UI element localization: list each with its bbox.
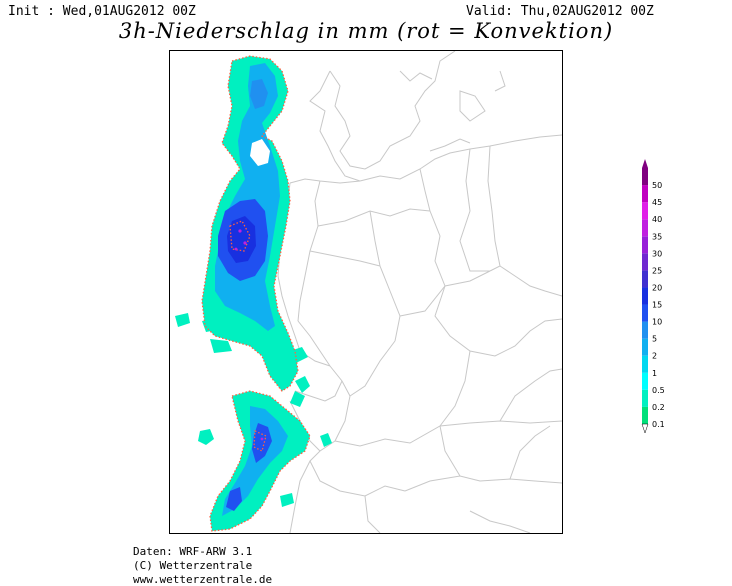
legend-swatch-50 — [642, 168, 648, 185]
legend-label-5: 5 — [652, 334, 658, 344]
legend-swatch-0.1 — [642, 407, 648, 424]
legend-swatch-20 — [642, 270, 648, 287]
map-title: 3h-Niederschlag in mm (rot = Konvektion) — [118, 19, 614, 43]
legend-label-40: 40 — [652, 215, 663, 225]
legend-label-1: 1 — [652, 368, 658, 378]
legend-arrow-bottom — [642, 424, 648, 433]
legend-swatch-10 — [642, 305, 648, 322]
legend-swatch-15 — [642, 287, 648, 304]
legend-label-15: 15 — [652, 300, 663, 310]
legend-swatch-30 — [642, 236, 648, 253]
legend-swatch-35 — [642, 219, 648, 236]
legend-label-0.2: 0.2 — [652, 402, 665, 412]
legend-swatch-25 — [642, 253, 648, 270]
valid-time: Valid: Thu,02AUG2012 00Z — [466, 4, 654, 19]
legend-label-30: 30 — [652, 249, 663, 259]
legend-arrow-top — [642, 159, 648, 168]
precipitation-legend — [640, 158, 680, 434]
footer-data-source: Daten: WRF-ARW 3.1 — [133, 545, 253, 558]
legend-label-35: 35 — [652, 232, 663, 242]
legend-label-2: 2 — [652, 351, 658, 361]
legend-swatch-0.2 — [642, 390, 648, 407]
legend-label-50: 50 — [652, 181, 663, 191]
footer-website: www.wetterzentrale.de — [133, 573, 273, 586]
legend-label-10: 10 — [652, 317, 663, 327]
footer-copyright: (C) Wetterzentrale — [133, 559, 253, 572]
legend-colorbar — [640, 158, 680, 434]
legend-label-0.1: 0.1 — [652, 420, 665, 429]
legend-swatch-40 — [642, 202, 648, 219]
init-time: Init : Wed,01AUG2012 00Z — [8, 4, 196, 19]
legend-label-45: 45 — [652, 198, 663, 208]
legend-swatch-1 — [642, 356, 648, 373]
legend-label-0.5: 0.5 — [652, 385, 665, 395]
precipitation-south — [198, 376, 332, 531]
legend-label-25: 25 — [652, 266, 663, 276]
legend-swatch-0.5 — [642, 373, 648, 390]
legend-swatch-2 — [642, 339, 648, 356]
country-borders — [278, 51, 562, 533]
legend-swatch-45 — [642, 185, 648, 202]
legend-swatch-5 — [642, 322, 648, 339]
legend-label-20: 20 — [652, 283, 663, 293]
precipitation-map — [169, 50, 563, 534]
map-canvas — [170, 51, 562, 533]
